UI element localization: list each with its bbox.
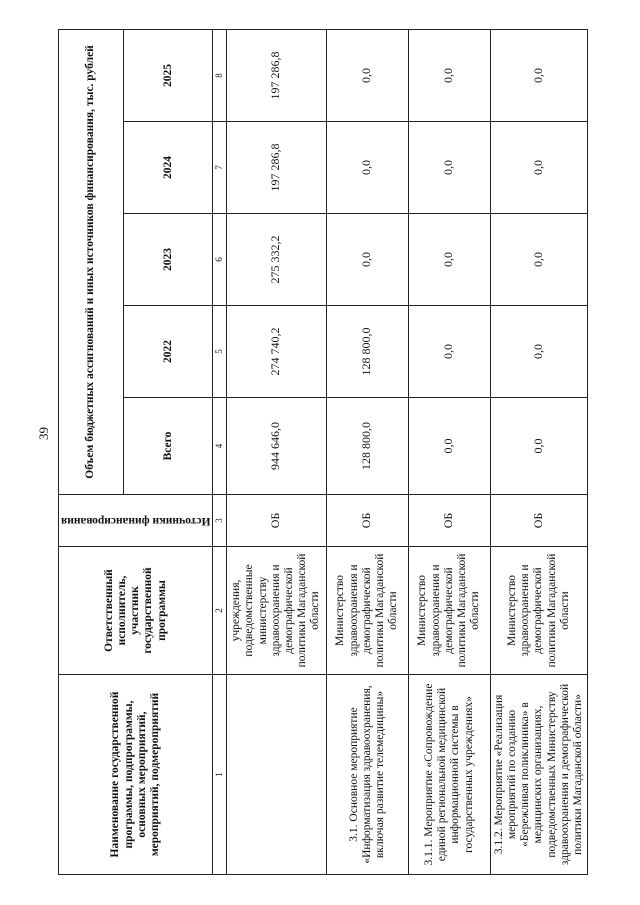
header-volume: Объем бюджетных ассигнований и иных источников финансирования, тыс. рублей xyxy=(59,29,124,494)
row-source: ОБ xyxy=(490,495,588,547)
row-name: 3.1.2. Мероприятие «Реализация мероприятий по созданию «Бережливая поликлиника» в медицинских организациях, подведомственных Министерству здравоохранения и демографической политики Магаданской области» xyxy=(490,675,588,875)
row-2022: 0,0 xyxy=(408,306,490,398)
header-2023: 2023 xyxy=(124,214,213,306)
col-index: 1 xyxy=(213,675,226,875)
row-2024: 197 286,8 xyxy=(226,122,326,214)
row-responsible: Министерство здравоохранения и демографической политики Магаданской области xyxy=(408,547,490,675)
row-2023: 0,0 xyxy=(408,214,490,306)
row-2025: 0,0 xyxy=(408,29,490,121)
row-total: 0,0 xyxy=(490,398,588,495)
col-index: 5 xyxy=(213,306,226,398)
row-source: ОБ xyxy=(408,495,490,547)
page-number: 39 xyxy=(36,427,51,440)
row-total: 0,0 xyxy=(408,398,490,495)
col-index: 7 xyxy=(213,122,226,214)
row-2023: 0,0 xyxy=(490,214,588,306)
row-name: 3.1.1. Мероприятие «Сопровождение единой региональной медицинской информационной системы в государственных учреждениях» xyxy=(408,675,490,875)
budget-table xyxy=(58,29,588,875)
row-source: ОБ xyxy=(226,495,326,547)
header-row-1 xyxy=(59,29,124,874)
table-row xyxy=(226,29,326,874)
row-name: 3.1. Основное мероприятие «Информатизация здравоохранения, включая развитие телемедицины» xyxy=(326,675,408,875)
row-2022: 128 800,0 xyxy=(326,306,408,398)
row-2024: 0,0 xyxy=(408,122,490,214)
table-row xyxy=(490,29,588,874)
col-index: 4 xyxy=(213,398,226,495)
rotated-table-container xyxy=(58,30,638,875)
header-source-text: Источники финансирования xyxy=(61,515,211,528)
header-source xyxy=(59,495,213,547)
row-2022: 274 740,2 xyxy=(226,306,326,398)
row-2023: 275 332,2 xyxy=(226,214,326,306)
row-total: 128 800,0 xyxy=(326,398,408,495)
row-total: 944 646,0 xyxy=(226,398,326,495)
row-responsible: Министерство здравоохранения и демографической политики Магаданской области xyxy=(326,547,408,675)
col-index: 3 xyxy=(213,495,226,547)
header-name: Наименование государственной программы, подпрограммы, основных мероприятий, мероприятий, подмероприятий xyxy=(59,675,213,875)
row-source: ОБ xyxy=(326,495,408,547)
column-index-row xyxy=(213,29,226,874)
header-2024: 2024 xyxy=(124,122,213,214)
row-responsible: Министерство здравоохранения и демографической политики Магаданской области xyxy=(490,547,588,675)
row-2024: 0,0 xyxy=(490,122,588,214)
row-name xyxy=(226,675,326,875)
col-index: 2 xyxy=(213,547,226,675)
row-2024: 0,0 xyxy=(326,122,408,214)
col-index: 6 xyxy=(213,214,226,306)
table-row xyxy=(326,29,408,874)
row-2025: 0,0 xyxy=(326,29,408,121)
row-2025: 197 286,8 xyxy=(226,29,326,121)
header-responsible: Ответственный исполнитель, участник государственной программы xyxy=(59,547,213,675)
row-2023: 0,0 xyxy=(326,214,408,306)
row-2022: 0,0 xyxy=(490,306,588,398)
row-responsible: учреждения, подведомственные министерству здравоохранения и демографической политики Магаданской области xyxy=(226,547,326,675)
header-2022: 2022 xyxy=(124,306,213,398)
row-2025: 0,0 xyxy=(490,29,588,121)
col-index: 8 xyxy=(213,29,226,121)
header-2025: 2025 xyxy=(124,29,213,121)
header-total: Всего xyxy=(124,398,213,495)
table-row xyxy=(408,29,490,874)
